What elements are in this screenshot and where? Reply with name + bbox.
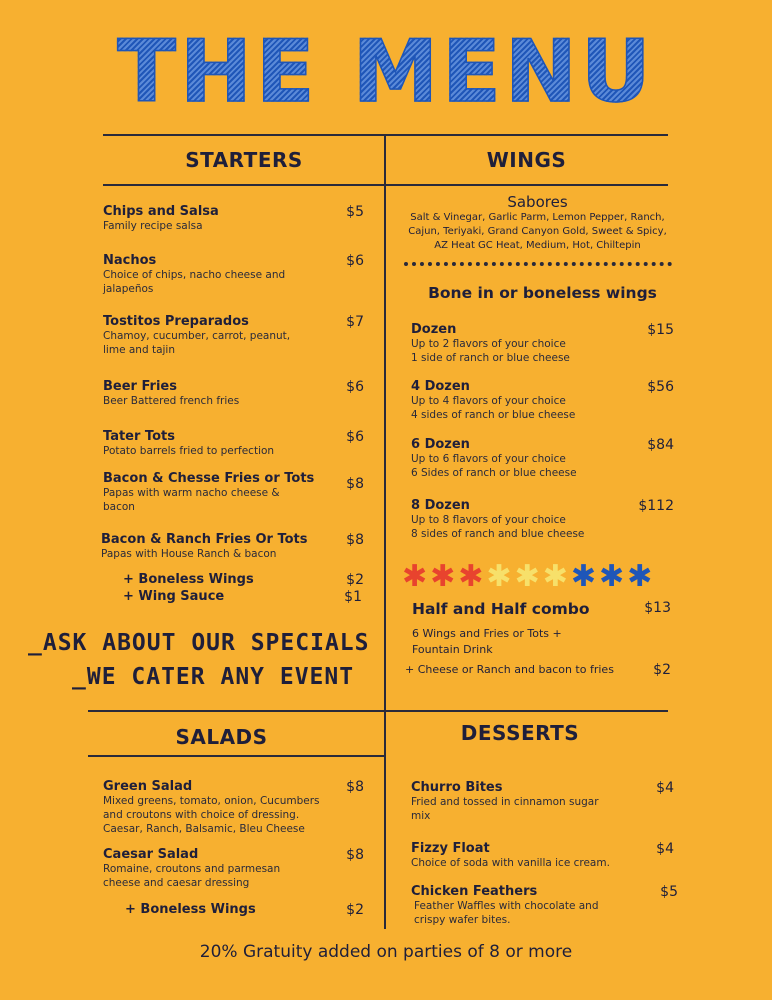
sabores-title: Sabores	[507, 193, 568, 211]
list-item	[103, 471, 368, 514]
item-desc: Romaine, croutons and parmesan cheese and caesar dressing	[103, 863, 281, 889]
list-item	[411, 379, 676, 422]
asterisk-icon: ✱	[514, 559, 540, 594]
item-desc: 1 side of ranch or blue cheese	[411, 352, 570, 364]
item-price: $6	[346, 429, 364, 445]
addon-item	[125, 902, 368, 917]
item-price: $8	[346, 476, 364, 492]
item-price: $4	[656, 780, 674, 796]
item-price: $8	[346, 779, 364, 795]
item-desc: Papas with warm nacho cheese & bacon	[103, 487, 280, 513]
combo-addon-price: $2	[653, 662, 671, 678]
item-name: Chips and Salsa	[103, 204, 219, 219]
desserts-heading: DESSERTS	[460, 721, 580, 745]
item-price: $6	[346, 379, 364, 395]
item-name: Bacon & Ranch Fries Or Tots	[101, 532, 308, 547]
starters-heading: STARTERS	[185, 148, 303, 172]
item-desc: Choice of soda with vanilla ice cream.	[411, 857, 610, 869]
divider-starters-head	[103, 184, 385, 186]
list-item	[103, 253, 368, 296]
gratuity-note: 20% Gratuity added on parties of 8 or more	[199, 942, 573, 962]
list-item	[411, 884, 676, 927]
addon-name: + Boneless Wings	[125, 902, 256, 917]
item-desc: Family recipe salsa	[103, 220, 203, 232]
divider-wings-head	[385, 184, 668, 186]
item-desc: 6 Sides of ranch or blue cheese	[411, 467, 577, 479]
list-item	[411, 780, 676, 823]
item-price: $7	[346, 314, 364, 330]
item-price: $8	[346, 532, 364, 548]
item-name: Bacon & Chesse Fries or Tots	[103, 471, 315, 486]
item-name: Beer Fries	[103, 379, 177, 394]
list-item	[101, 532, 368, 561]
item-price: $8	[346, 847, 364, 863]
salads-heading: SALADS	[175, 725, 268, 749]
item-desc: 4 sides of ranch or blue cheese	[411, 409, 576, 421]
asterisk-icon: ✱	[486, 559, 512, 594]
item-name: Dozen	[411, 322, 457, 337]
asterisk-icon: ✱	[430, 559, 456, 594]
item-price: $56	[647, 379, 674, 395]
list-item	[103, 779, 368, 836]
item-name: 6 Dozen	[411, 437, 470, 452]
list-item	[103, 204, 368, 233]
item-desc: Beer Battered french fries	[103, 395, 240, 407]
list-item	[411, 437, 676, 480]
item-name: 4 Dozen	[411, 379, 470, 394]
item-name: Nachos	[103, 253, 157, 268]
item-name: Churro Bites	[411, 780, 503, 795]
item-name: 8 Dozen	[411, 498, 470, 513]
addon-item	[123, 589, 368, 604]
addon-name: + Boneless Wings	[123, 572, 254, 587]
specials-line-2: _WE CATER ANY EVENT	[72, 664, 355, 690]
item-name: Tostitos Preparados	[103, 314, 249, 329]
item-desc: Up to 4 flavors of your choice	[411, 395, 566, 407]
list-item	[103, 847, 368, 890]
item-name: Tater Tots	[103, 429, 175, 444]
list-item	[103, 429, 368, 458]
item-desc: Feather Waffles with chocolate and crispy wafer bites.	[414, 900, 599, 926]
item-price: $15	[647, 322, 674, 338]
item-desc: Choice of chips, nacho cheese and jalapeños	[103, 269, 286, 295]
item-desc: Chamoy, cucumber, carrot, peanut, lime and tajin	[103, 330, 291, 356]
item-desc: Up to 8 flavors of your choice	[411, 514, 566, 526]
list-item	[411, 841, 676, 870]
item-name: Chicken Feathers	[411, 884, 538, 899]
item-price: $5	[660, 884, 678, 900]
asterisk-icon: ✱	[570, 559, 596, 594]
combo-addon: + Cheese or Ranch and bacon to fries	[405, 663, 614, 676]
list-item	[103, 379, 368, 408]
asterisk-icon: ✱	[627, 559, 653, 594]
combo-item	[405, 600, 675, 695]
item-desc: 8 sides of ranch and blue cheese	[411, 528, 585, 540]
divider-middle	[88, 710, 668, 712]
wings-subheading: Bone in or boneless wings	[428, 284, 657, 302]
item-desc: Papas with House Ranch & bacon	[101, 548, 277, 560]
asterisk-icon: ✱	[458, 559, 484, 594]
item-desc: Up to 2 flavors of your choice	[411, 338, 566, 350]
specials-line-1: _ASK ABOUT OUR SPECIALS	[28, 630, 370, 656]
item-price: $84	[647, 437, 674, 453]
list-item	[411, 322, 676, 365]
item-desc: Fried and tossed in cinnamon sugar mix	[411, 796, 599, 822]
item-name: Fizzy Float	[411, 841, 490, 856]
divider-salads-head	[88, 755, 385, 757]
addon-price: $1	[344, 589, 362, 605]
item-name: Green Salad	[103, 779, 193, 794]
item-name: Caesar Salad	[103, 847, 199, 862]
star-row	[402, 559, 687, 594]
item-desc: Mixed greens, tomato, onion, Cucumbers and croutons with choice of dressing. Caesar, Ranch, Balsamic, Bleu Cheese	[103, 795, 320, 835]
item-price: $112	[638, 498, 674, 514]
wings-heading: WINGS	[486, 148, 567, 172]
item-desc: Up to 6 flavors of your choice	[411, 453, 566, 465]
item-price: $5	[346, 204, 364, 220]
item-price: $6	[346, 253, 364, 269]
item-price: $4	[656, 841, 674, 857]
addon-price: $2	[346, 572, 364, 588]
item-desc: Potato barrels fried to perfection	[103, 445, 275, 457]
addon-name: + Wing Sauce	[123, 589, 225, 604]
combo-price: $13	[644, 600, 671, 616]
dotted-divider	[404, 262, 672, 266]
divider-vertical	[384, 134, 386, 929]
addon-item	[123, 572, 368, 587]
list-item	[103, 314, 368, 357]
list-item	[411, 498, 676, 541]
menu-title: THE MENU	[0, 22, 772, 122]
combo-desc: 6 Wings and Fries or Tots + Fountain Drink	[412, 627, 562, 656]
asterisk-icon: ✱	[542, 559, 568, 594]
sabores-text: Salt & Vinegar, Garlic Parm, Lemon Pepper, Ranch, Cajun, Teriyaki, Grand Canyon Gold, Sweet & Spicy, AZ Heat GC Heat, Medium, Hot, Chiltepin	[408, 212, 667, 251]
addon-price: $2	[346, 902, 364, 918]
asterisk-icon: ✱	[598, 559, 625, 594]
combo-name: Half and Half combo	[412, 600, 590, 618]
asterisk-icon: ✱	[402, 559, 428, 594]
